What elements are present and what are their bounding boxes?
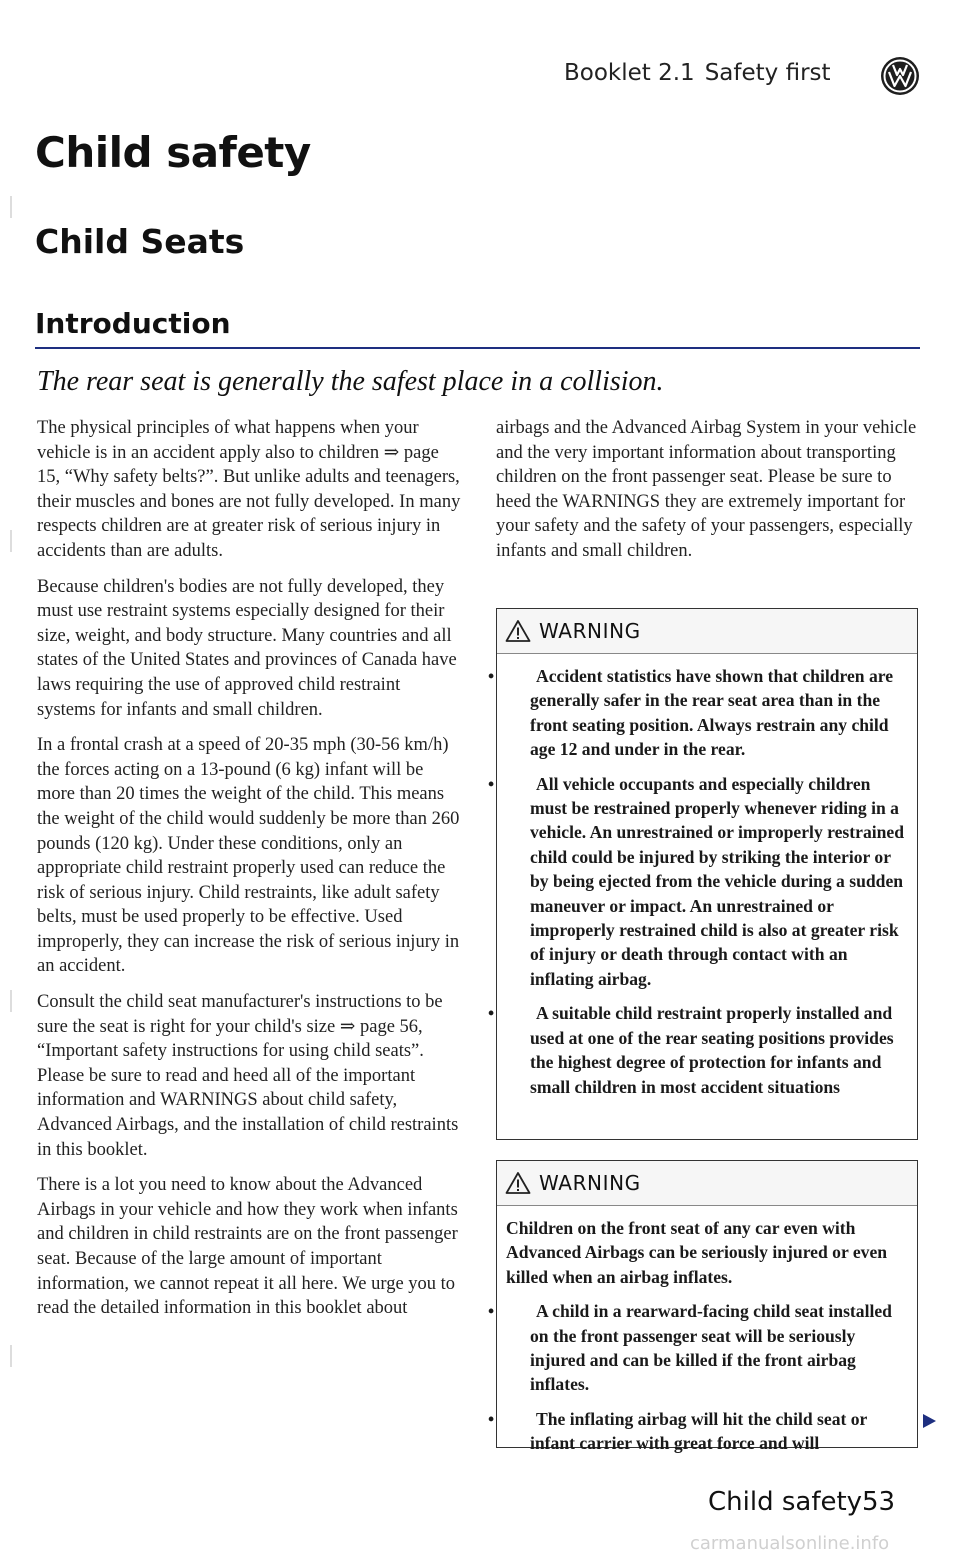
body-paragraph: There is a lot you need to know about the Advanced Airbags in your vehicle and how they work when infants and children in child restraints are on the front passenger seat. Because of the large amount of important information, we cannot repeat it all here. We urge you to read the detailed information in this booklet about	[37, 1175, 458, 1319]
bullet: •	[488, 773, 495, 794]
warning-triangle-icon	[505, 619, 531, 643]
warning-item	[488, 1001, 909, 1099]
section-title: Child Seats	[35, 222, 245, 261]
warning-box	[488, 608, 918, 1140]
body-paragraph: airbags and the Advanced Airbag System in your vehicle and the very important information about transporting children on the front passenger seat. Please be sure to heed the WARNINGS they are extremely important for your safety and the safety of your passengers, especially infants and small children.	[496, 418, 917, 561]
body-paragraph: In a frontal crash at a speed of 20-35 mph (30-56 km/h) the forces acting on a 13-pound (6 kg) infant will be more than 20 times the weight of the child. This means the weight of the child would suddenly be more than 260 pounds (120 kg). Under these conditions, only an appropriate child restraint properly used can reduce the risk of serious injury. Child restraints, like adult safety belts, must be used properly to be effective. Used improperly, they can increase the risk of serious injury in an accident.	[37, 735, 460, 977]
warning-item-text: All vehicle occupants and especially children must be restrained properly whenever riding in a vehicle. An unrestrained or improperly restrained child could be injured by striking the interior or by being ejected from the vehicle during a sudden maneuver or impact. An unrestrained or improperly restrained child is also at greater risk of injury or death through contact with an inflating airbag.	[530, 773, 905, 989]
warning-item	[488, 1407, 909, 1456]
warning-header	[497, 1161, 917, 1206]
warning-item-text: A suitable child restraint properly installed and used at one of the rear seating positions provides the highest degree of protection for infants and small children in most accident situations	[530, 1003, 894, 1097]
warning-item-text: A child in a rearward-facing child seat installed on the front passenger seat will be seriously injured and can be killed if the front airbag inflates.	[530, 1301, 892, 1395]
vw-logo-icon	[880, 56, 920, 96]
margin-mark	[10, 196, 12, 218]
tagline: The rear seat is generally the safest place in a collision.	[37, 366, 664, 397]
warning-item-text: Accident statistics have shown that children are generally safer in the rear seat area than in the front seating position. Always restrain any child age 12 and under in the rear.	[530, 666, 894, 760]
chapter-title: Child safety	[35, 128, 311, 177]
margin-mark	[10, 530, 12, 552]
subsection-title: Introduction	[35, 307, 231, 340]
warning-item	[488, 1299, 909, 1397]
margin-mark	[10, 990, 12, 1012]
warning-item	[488, 772, 909, 992]
warning-item-text: The inflating airbag will hit the child seat or infant carrier with great force and will	[530, 1408, 868, 1454]
bullet: •	[488, 1003, 495, 1024]
bullet: •	[488, 666, 495, 686]
body-paragraph: Because children's bodies are not fully developed, they must use restraint systems especially designed for their size, weight, and body structure. Many countries and all states of the United States and provinces of Canada have laws requiring the use of approved child restraint systems for infants and small children.	[37, 576, 457, 720]
warning-body	[488, 654, 917, 1099]
right-column	[496, 416, 921, 575]
continue-arrow-icon	[920, 1412, 938, 1430]
body-paragraph: Consult the child seat manufacturer's instructions to be sure the seat is right for your child's size ⇒ page 56, “Important safety instructions for using child seats”. Please be sure to read and heed all of the important information and WARNINGS about child safety, Advanced Airbags, and the installation of child restraints in this booklet.	[37, 992, 459, 1160]
bullet: •	[488, 1408, 495, 1429]
booklet-label: Booklet 2.1	[564, 60, 695, 86]
title-divider	[35, 347, 920, 349]
section-label: Safety first	[704, 60, 831, 86]
margin-mark	[10, 1345, 12, 1367]
warning-item	[488, 664, 909, 762]
warning-heading: WARNING	[539, 1171, 641, 1195]
left-column	[37, 416, 462, 1332]
warning-header	[497, 609, 917, 654]
watermark: carmanualsonline.info	[690, 1533, 890, 1554]
footer-chapter-label: Child safety	[708, 1487, 863, 1517]
page-number: 53	[862, 1487, 896, 1517]
bullet: •	[488, 1301, 495, 1322]
warning-box	[488, 1160, 918, 1454]
running-header	[564, 60, 831, 86]
warning-body	[488, 1206, 917, 1456]
warning-intro: Children on the front seat of any car even with Advanced Airbags can be seriously injured or even killed when an airbag inflates.	[506, 1218, 888, 1287]
warning-heading: WARNING	[539, 619, 641, 643]
body-paragraph: The physical principles of what happens when your vehicle is in an accident apply also to children ⇒ page 15, “Why safety belts?”. But unlike adults and teenagers, their muscles and bones are not fully developed. In many respects children are at greater risk of serious injury in accidents than are adults.	[37, 418, 461, 561]
warning-triangle-icon	[505, 1171, 531, 1195]
